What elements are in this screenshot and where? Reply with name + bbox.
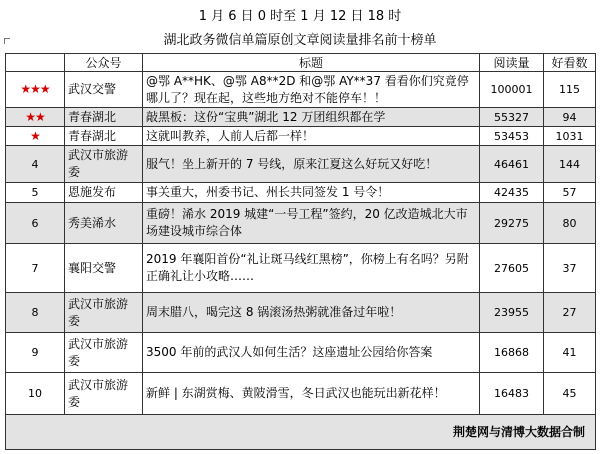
view-count: 42435 <box>480 183 544 203</box>
article-headline: 这就叫教养，人前人后都一样！ <box>143 127 480 146</box>
view-count: 46461 <box>480 146 544 183</box>
like-count: 1031 <box>544 127 596 146</box>
like-count: 41 <box>544 333 596 373</box>
account-name: 襄阳交警 <box>65 244 143 293</box>
table-row <box>6 146 596 183</box>
header-views: 阅读量 <box>480 54 544 72</box>
rank-number: 9 <box>6 333 65 373</box>
header-likes: 好看数 <box>544 54 596 72</box>
rank-number: 8 <box>6 293 65 333</box>
account-name: 武汉市旅游委 <box>65 373 143 415</box>
table-row <box>6 333 596 373</box>
table-row <box>6 127 596 146</box>
header-headline: 标题 <box>143 54 480 72</box>
article-headline: 事关重大，州委书记、州长共同签发 1 号令！ <box>143 183 480 203</box>
rank-stars: ★ <box>6 127 65 146</box>
like-count: 37 <box>544 244 596 293</box>
article-headline: 周末腊八，喝完这 8 锅滚汤热粥就准备过年啦！ <box>143 293 480 333</box>
like-count: 27 <box>544 293 596 333</box>
article-headline: @鄂 A**HK、@鄂 A8**2D 和@鄂 AY**37 看看你们究竟停哪儿了？现在起，这些地方绝对不能停车！！ <box>143 72 480 108</box>
source-credit: 荆楚网与清博大数据合制 <box>6 415 596 450</box>
article-headline: 3500 年前的武汉人如何生活？这座遗址公园给你答案 <box>143 333 480 373</box>
view-count: 29275 <box>480 203 544 244</box>
account-name: 恩施发布 <box>65 183 143 203</box>
header-row <box>6 54 596 72</box>
rank-number: 5 <box>6 183 65 203</box>
view-count: 16868 <box>480 333 544 373</box>
table-row <box>6 244 596 293</box>
footer-row <box>6 415 596 450</box>
rank-stars: ★★ <box>6 108 65 127</box>
account-name: 武汉市旅游委 <box>65 146 143 183</box>
view-count: 55327 <box>480 108 544 127</box>
table-row <box>6 203 596 244</box>
view-count: 23955 <box>480 293 544 333</box>
like-count: 115 <box>544 72 596 108</box>
article-headline: 重磅！浠水 2019 城建“一号工程”签约，20 亿改造城北大市场建设城市综合体 <box>143 203 480 244</box>
view-count: 16483 <box>480 373 544 415</box>
table-title: 湖北政务微信单篇原创文章阅读量排名前十榜单 <box>163 33 437 48</box>
article-headline: 服气！坐上新开的 7 号线，原来江夏这么好玩又好吃！ <box>143 146 480 183</box>
account-name: 秀美浠水 <box>65 203 143 244</box>
title-date-range: 1 月 6 日 0 时至 1 月 12 日 18 时 <box>198 9 402 24</box>
view-count: 100001 <box>480 72 544 108</box>
like-count: 57 <box>544 183 596 203</box>
view-count: 53453 <box>480 127 544 146</box>
like-count: 94 <box>544 108 596 127</box>
account-name: 武汉交警 <box>65 72 143 108</box>
like-count: 144 <box>544 146 596 183</box>
like-count: 80 <box>544 203 596 244</box>
header-account: 公众号 <box>65 54 143 72</box>
article-headline: 新鲜 | 东湖赏梅、黄陂滑雪，冬日武汉也能玩出新花样！ <box>143 373 480 415</box>
account-name: 武汉市旅游委 <box>65 293 143 333</box>
account-name: 武汉市旅游委 <box>65 333 143 373</box>
header-rank <box>6 54 65 72</box>
article-headline: 敲黑板：这份“宝典”湖北 12 万团组织都在学 <box>143 108 480 127</box>
account-name: 青春湖北 <box>65 127 143 146</box>
rank-number: 4 <box>6 146 65 183</box>
rank-stars: ★★★ <box>6 72 65 108</box>
rank-number: 10 <box>6 373 65 415</box>
table-row <box>6 108 596 127</box>
article-headline: 2019 年襄阳首份“礼让斑马线红黑榜”，你榜上有名吗？另附正确礼让小攻略…… <box>143 244 480 293</box>
table-row <box>6 183 596 203</box>
table-row <box>6 373 596 415</box>
account-name: 青春湖北 <box>65 108 143 127</box>
table-row <box>6 293 596 333</box>
rank-number: 6 <box>6 203 65 244</box>
ranking-table <box>5 53 596 450</box>
table-row <box>6 72 596 108</box>
like-count: 45 <box>544 373 596 415</box>
view-count: 27605 <box>480 244 544 293</box>
rank-number: 7 <box>6 244 65 293</box>
